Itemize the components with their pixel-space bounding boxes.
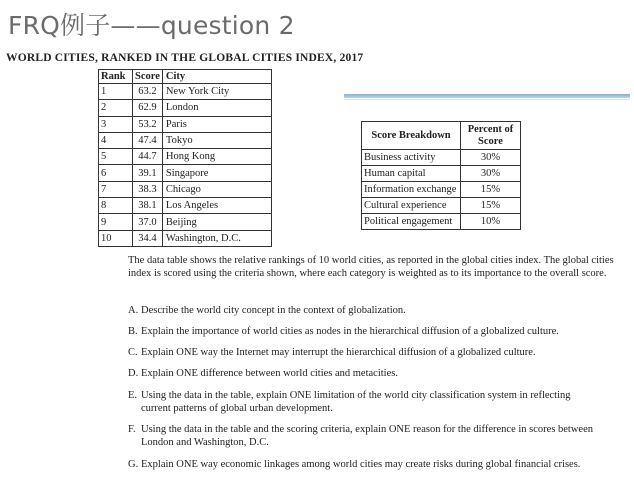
city-cell: Washington, D.C.: [162, 230, 271, 246]
score-cell: 47.4: [133, 132, 163, 148]
score-cell: 53.2: [133, 116, 163, 132]
table-row: [99, 230, 272, 246]
rank-cell: 1: [99, 84, 133, 100]
criterion-cell: Business activity: [362, 150, 461, 166]
question-f: [128, 423, 628, 450]
rank-cell: 2: [99, 100, 133, 116]
city-cell: Paris: [162, 116, 271, 132]
city-cell: Tokyo: [162, 132, 271, 148]
question-letter: B.: [128, 326, 138, 337]
intro-paragraph: The data table shows the relative rankings of 10 world cities, as reported in the global cities index. The global cities index is scored using the criteria shown, where each category is weighted as to its importance to the overall score.: [128, 255, 614, 280]
score-cell: 44.7: [133, 149, 163, 165]
score-cell: 38.3: [133, 181, 163, 197]
city-cell: Los Angeles: [162, 198, 271, 214]
question-text: Using the data in the table, explain ONE limitation of the world city classification system in reflecting: [141, 390, 571, 401]
question-g: [128, 458, 628, 471]
question-letter: F.: [128, 424, 136, 435]
question-b: [128, 325, 628, 338]
city-cell: London: [162, 100, 271, 116]
question-letter: A.: [128, 305, 139, 316]
question-letter: C.: [128, 347, 138, 358]
rank-cell: 3: [99, 116, 133, 132]
rank-cell: 9: [99, 214, 133, 230]
table-row: [362, 214, 521, 230]
table-header-row: [362, 122, 521, 150]
score-breakdown-table: [361, 121, 521, 230]
question-d: [128, 367, 628, 380]
table-row: [99, 214, 272, 230]
rank-cell: 4: [99, 132, 133, 148]
column-header-score: Score: [133, 70, 163, 84]
rank-cell: 7: [99, 181, 133, 197]
percent-cell: 15%: [461, 198, 521, 214]
score-cell: 62.9: [133, 100, 163, 116]
question-text: Explain the importance of world cities as nodes in the hierarchical diffusion of a globalized culture.: [141, 326, 559, 337]
table-row: [99, 116, 272, 132]
score-cell: 63.2: [133, 84, 163, 100]
slide-title: FRQ例子——question 2: [8, 11, 295, 40]
table-row: [99, 84, 272, 100]
criterion-cell: Political engagement: [362, 214, 461, 230]
table-row: [362, 150, 521, 166]
table-row: [362, 182, 521, 198]
rank-cell: 10: [99, 230, 133, 246]
question-text-continued: current patterns of global urban development.: [141, 403, 333, 415]
city-cell: New York City: [162, 84, 271, 100]
question-text: Explain ONE difference between world cities and metacities.: [141, 368, 398, 379]
question-c: [128, 346, 628, 359]
table-row: [99, 149, 272, 165]
city-cell: Beijing: [162, 214, 271, 230]
table-row: [99, 165, 272, 181]
table-row: [362, 198, 521, 214]
score-cell: 38.1: [133, 198, 163, 214]
percent-cell: 10%: [461, 214, 521, 230]
percent-cell: 15%: [461, 182, 521, 198]
score-cell: 39.1: [133, 165, 163, 181]
question-letter: E.: [128, 390, 138, 401]
criterion-cell: Cultural experience: [362, 198, 461, 214]
city-cell: Singapore: [162, 165, 271, 181]
score-cell: 37.0: [133, 214, 163, 230]
city-cell: Hong Kong: [162, 149, 271, 165]
question-text: Explain ONE way the Internet may interrupt the hierarchical diffusion of a globalized culture.: [141, 347, 536, 358]
score-cell: 34.4: [133, 230, 163, 246]
question-letter: G.: [128, 459, 139, 470]
table-row: [99, 198, 272, 214]
city-cell: Chicago: [162, 181, 271, 197]
percent-cell: 30%: [461, 166, 521, 182]
table-header-row: [99, 70, 272, 84]
table-row: [99, 100, 272, 116]
rank-cell: 8: [99, 198, 133, 214]
column-header-city: City: [162, 70, 271, 84]
table-row: [362, 166, 521, 182]
column-header-percent: Percent of Score: [461, 122, 521, 150]
question-e: [128, 389, 628, 416]
column-header-score-breakdown: Score Breakdown: [362, 122, 461, 150]
question-letter: D.: [128, 368, 139, 379]
question-text: Describe the world city concept in the context of globalization.: [141, 305, 406, 316]
question-text: Explain ONE way economic linkages among world cities may create risks during global financial crises.: [141, 459, 581, 470]
decorative-divider: [344, 94, 630, 98]
criterion-cell: Human capital: [362, 166, 461, 182]
percent-cell: 30%: [461, 150, 521, 166]
world-cities-table: [98, 69, 272, 247]
question-text-continued: London and Washington, D.C.: [141, 437, 269, 449]
question-a: [128, 304, 628, 317]
document-heading: WORLD CITIES, RANKED IN THE GLOBAL CITIES INDEX, 2017: [6, 52, 364, 64]
table-row: [99, 181, 272, 197]
column-header-rank: Rank: [99, 70, 133, 84]
rank-cell: 5: [99, 149, 133, 165]
criterion-cell: Information exchange: [362, 182, 461, 198]
table-row: [99, 132, 272, 148]
rank-cell: 6: [99, 165, 133, 181]
question-text: Using the data in the table and the scoring criteria, explain ONE reason for the difference in scores between: [141, 424, 594, 435]
decorative-divider-thin: [344, 99, 630, 100]
